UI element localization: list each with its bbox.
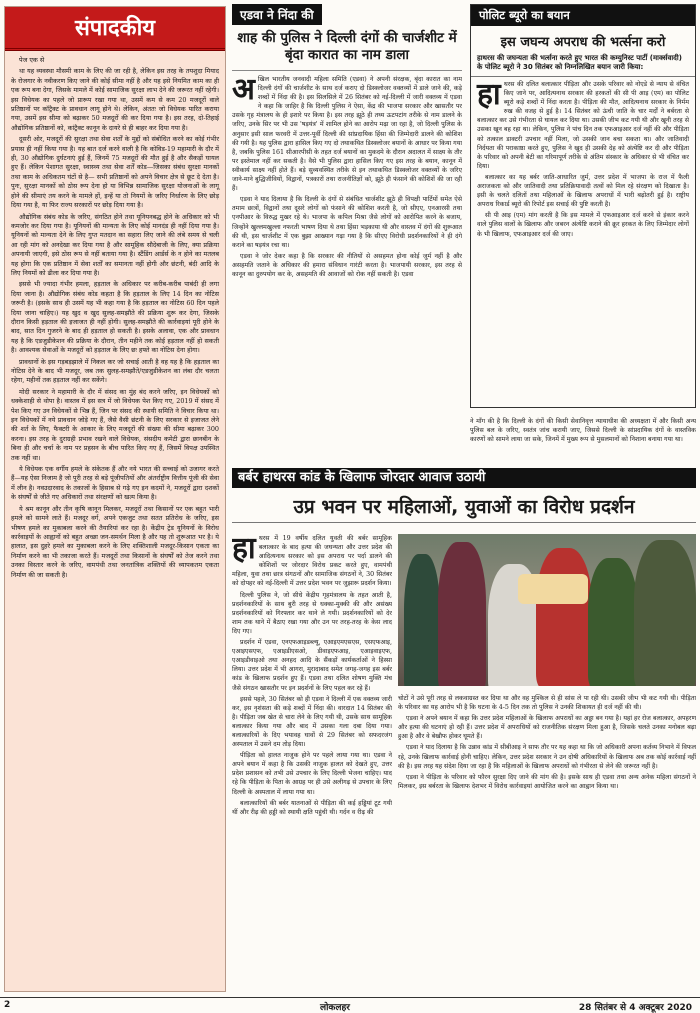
protest-photo: [398, 534, 696, 686]
box-subhead: हाथरस की जघन्यता की भर्त्सना करते हुए भारत की कम्युनिस्ट पार्टी (मार्क्सवादी) के पोलिट ब्यूरो ने 30 सितंबर को निम्नलिखित बयान जारी किया:: [471, 52, 695, 77]
box-paragraph: सी पी आइ (एम) मांग करती है कि इस मामले में एफआइआर दर्ज करने से इंकार करने वाले पुलिस वालों के खिलाफ और जबरन अंत्येष्टि कराने की क्रूर हरकत के लिए जिम्मेदार लोगों के भी खिलाफ, एफआइआर दर्ज की जाए।: [477, 212, 689, 238]
page-number: 2: [4, 1000, 11, 1010]
story-paragraph: एडवा ने पीड़िता के परिवार को फौरन सुरक्षा दिए जाने की मांग की है। इसके साथ ही एडवा तथा अन्य अनेक महिला संगठनों ने मिलकर, इस बर्बरता के खिलाफ देशभर में विरोध कार्रवाइयां आयोजित करने का आह्वान किया था।: [398, 773, 696, 790]
publication-name: लोकलहर: [320, 1003, 350, 1013]
box-paragraph: थरस की दलित बलात्कार पीड़िता और उसके परिवार को नोएडे से न्याय से वंचित किए जाने पर, आदित्यनाथ सरकार की हरकतों की सी पी आइ (एम) का पोलिट ब्यूरो कड़े शब्दों में निंदा करता है। पीड़िता की मौत, आदित्यनाथ सरकार के निर्मम रुख की वजह से हुई है। 14 सितंबर को ऊंची जाति के चार मर्दों ने बर्बरता से बलात्कार कर उसे गंभीरता से घायल कर दिया था। उसकी जीभ कट गयी थी और खूनी तरह से उसका खून बह रहा था। लेकिन, पुलिस ने पांच दिन तक एफआइआर दर्ज नहीं की और पीड़िता को तत्काल डाक्टरी उपचार नहीं मिला, जो उसकी जान बचा सकता था। और जातिवादी निर्दयता की पराकाष्ठा करते हुए, पुलिस ने खुद ही उसकी देह को अंत्येष्टि कर दी और पीड़िता के परिवार को अपनी बेटी का गरिमापूर्ण तरीके से अंतिम संस्कार के अधिकार से भी वंचित कर दिया।: [477, 81, 689, 170]
article-kicker: एडवा ने निंदा की: [232, 4, 322, 25]
story-banner: बर्बर हाथरस कांड के खिलाफ जोरदार आवाज उठायी: [232, 468, 696, 488]
story-paragraph: एडवा ने याद दिलाया है कि उन्नाव कांड में सीबीआइ ने साफ तौर पर यह कहा था कि जो अधिकारी अपना कर्तव्य निभाने में विफल रहे, उनके खिलाफ कार्रवाई होनी चाहिए। लेकिन, उत्तर प्रदेश सरकार ने उन दोषी अधिकारियों के खिलाफ अब तक कोई कार्रवाई नहीं की है। इस तरह यह संदेश दिया जा रहा है कि महिलाओं के खिलाफ अपराधों को गंभीरता से लेने की जरूरत नहीं है।: [398, 744, 696, 770]
photo-figure: [588, 558, 638, 686]
editorial-paragraph: पेज एक से: [19, 56, 45, 64]
editorial-title: संपादकीय: [5, 7, 225, 51]
polit-bureau-box: [470, 4, 696, 408]
photo-banner: [518, 574, 588, 604]
story-paragraph: दिल्ली पुलिस ने, जो सीधे केंद्रीय गृहमंत्रालय के तहत आती है, प्रदर्शनकारियों के साथ बुरी तरह से धक्का-मुक्की की और असंख्य प्रदर्शनकारियों को गिरफ्तार कर थाने ले गयी। प्रदर्शनकारियों को देर शाम तक थाने में बैठाए रखा गया और उन पर तरह-तरह के केस लाद दिए गए।: [232, 591, 392, 635]
editorial-body: [5, 51, 225, 587]
box-headline: इस जघन्य अपराध की भर्त्सना करो: [500, 35, 666, 50]
story-paragraph: चोटों ने उसे पूरी तरह से लकवाग्रस्त कर दिया था और वह मुश्किल से ही सांस ले पा रही थी। उसकी जीभ भी कट गयी थी। पीड़िता के परिवार का यह आरोप भी है कि घटना के 4-5 दिन तक तो पुलिस ने उनकी शिकायत ही दर्ज नहीं की थी।: [398, 695, 696, 712]
editorial-paragraph: ये विधेयक एक वर्गीय हमले के संकेतक हैं और नये भारत की सच्चाई को उजागर करते हैं—यह ऐसा निजाम है जो पूरी तरह से बड़े पूंजीपतियों और अंतर्राष्ट्रीय वित्तीय पूंजी की सेवा में लीन है। नवउदारवाद के तकाजों के हिसाब से गढ़े गए इन कदमों ने, मजदूरों द्वारा दशकों के संघर्षों से जीते गए अधिकारों तथा संरक्षणों को खत्म किया है।: [11, 465, 219, 502]
story-headline: उप्र भवन पर महिलाओं, युवाओं का विरोध प्रदर्शन: [232, 492, 696, 523]
story-paragraph: बलात्कारियों की बर्बर यातनाओं से पीड़िता की कई हड्डियां टूट गयी थीं और रीढ़ की हड्डी को स्थायी क्षति पहुंची थी। गर्दन व रीढ़ की: [232, 799, 392, 816]
article-paragraph: खिल भारतीय जनवादी महिला समिति (एडवा) ने अपनी संरक्षक, बृंदा कारात का नाम दिल्ली दंगों की चार्जशीट के साथ दर्ज कराए दो डिस्क्लोजर वक्तव्यों में डाले जाने की, कड़े शब्दों में निंदा की है। इस सिलसिले में 26 सितंबर को नई-दिल्ली में जारी वक्तव्य में एडवा ने कहा कि जाहिर है कि दिल्ली पुलिस ने ऐसा, केंद्र की भाजपा सरकार और खासतौर पर उसके गृह मंत्रालय के ही इशारे पर किया है। इस तरह झूठे ही तथ्य ऊटपटांग तरीके से नाम डालने के जरिए, उनके सिर पर भी उस 'षड़यंत्र' में शामिल होने का आरोप मढ़ा जा रहा है, जो दिल्ली पुलिस के अनुसार इसी साल फरवरी में उत्तर-पूर्वी दिल्ली की सांप्रदायिक हिंसा की जिम्मेदारी डालने की कोशिश की गयी है। यह पुलिस द्वारा हासिल किए गए दो तथाकथित डिस्क्लोजर बयानों के आधार पर किया गया है, जबकि पुलिस 161 सीआरपीसी के तहत दर्ज बयानों का मुकदमे के दौरान अदालत में साक्ष्य के तौर पर इस्तेमाल नहीं कर सकती है। वैसे भी पुलिस द्वारा हासिल किए गए इस तरह के बयान, कानून में स्वीकार्य साक्ष्य नहीं होते हैं। बड़े सुव्यवस्थित तरीके से इन तथाकथित डिस्क्लोजर वक्तव्यों के जरिए जाने-माने बुद्धिजीवियों, विद्वानों, पत्रकारों तथा राजनीतिज्ञों को, झूठे ही फंसाने की कोशिशें की जा रही हैं।: [232, 76, 462, 193]
story-paragraph: प्रदर्शन में एडवा, एनएफआइडब्ल्यू, एआइएमएसएस, एसएफआइ, एआइएसएफ, एआइडीएसओ, डीवाइएफआइ, एआइवाइएफ, एआइडीवाइओ तथा अनहद आदि के सैंकड़ों कार्यकर्ताओं ने हिस्सा लिया। उत्तर प्रदेश में भी आगरा, मुरादाबाद समेत जगह-जगह इस बर्बर कांड के खिलाफ प्रदर्शन हुए हैं। एडवा तथा दलित शोषण मुक्ति मंच जैसे संगठन खासतौर पर इन प्रदर्शनों के लिए पहल कर रहे हैं।: [232, 639, 392, 692]
photo-figure: [404, 554, 440, 686]
editorial-paragraph: इससे भी ज्यादा गंभीर हमला, हड़ताल के अधिकार पर करीब-करीब पाबंदी ही लगा दिया जाना है। औद्योगिक संबंध कोड कहता है कि हड़ताल के लिए 14 दिन का नोटिस जरूरी है। (इसके साथ ही उसमें यह भी कहा गया है कि हड़ताल का नोटिस 60 दिन पहले दिया जाना चाहिए।) यह खुद व खुद सुलह-समझौते की प्रक्रिया शुरू कर देगा, जिसके दौरान किसी हड़ताल की इजाजत ही नहीं होगी। सुलह-समझौते की कार्रवाइयां पूरी होने के बाद, सात दिन गुजरने के बाद ही हड़ताल हो सकती है। इसके अलावा, एक और प्रावधान यह है कि एडजुडीकेशन की प्रक्रिया के दौरान, तीन महीने तक कोई हड़ताल नहीं हो सकती है। आवश्यक सेवाओं के मजदूरों को हड़ताल के लिए छः हफ्ते का नोटिस देना होगा।: [11, 280, 219, 355]
story-column-a: [232, 530, 392, 992]
issue-date: 28 सितंबर से 4 अक्टूबर 2020: [578, 1003, 692, 1013]
box-paragraph: बलात्कार का यह बर्बर जाति-आधारित जुर्म, उत्तर प्रदेश में भाजपा के राज में फैली अराजकता को और जातिवादी तथा प्रतिक्रियावादी तत्वों को मिल रहे संरक्षण को दिखाता है। इसी के चलते दलितों तथा महिलाओं के खिलाफ अपराधों में भारी बढ़ोतरी हुई है। राष्ट्रीय अपराध रिकार्ड ब्यूरो की रिपोर्ट इस सचाई की पुष्टि करती है।: [477, 173, 689, 209]
story-paragraph: पीड़िता को हालत नाजुक होने पर पहले लाया गया था। एडवा ने अपने बयान में कहा है कि उसकी नाजुक हालत को देखते हुए, उत्तर प्रदेश प्रशासन को तभी उसे उपचार के लिए दिल्ली भेजना चाहिए। याद रहे कि पीड़िता के पिता के आग्रह पर ही उसे अलीगढ़ से उपचार के लिए दिल्ली के अस्पताल में लाया गया था।: [232, 752, 392, 796]
editorial-paragraph: प्रावधानों के इस गड़बड़झाले में निकल कर जो सचाई आती है वह यह है कि हड़ताल का नोटिस देने के बाद भी मजदूर, जब तक सुलह-समझौते/एडजुडीकेशन का लंबा दौर चलता रहेगा, महीनों तक हड़ताल नहीं कर सकेंगे।: [11, 357, 219, 385]
editorial-paragraph: था यह व्यवस्था मौसमी काम के लिए की जा रही है, लेकिन इस तरह के तयशुदा मियाद के रोजगार के नवीकरण किए जाने की कोई सीमा नहीं है और यह इसे नियमित काम का ही एक रूप बना देगा, जिसके मामले में कोई सामाजिक सुरक्षा लाभ देने की जरूरत नहीं रहेगी। इस विधेयक का पहले जो प्रारूप रखा गया था, उसमें कम से कम 20 मजदूरों वाले प्रतिष्ठानों पर कॉट्रैक्ट के प्रावधान लागू होने थे। लेकिन, अंततः जो विधेयक पारित कराया गया, उसमें इस सीमा को बढ़ाकर 50 मजदूरों की कर दिया गया है। इस तरह, दो-तिहाई औद्योगिक प्रतिष्ठानों को, कांट्रैक्ट कानून के दायरे से ही बाहर कर दिया गया है।: [11, 67, 219, 132]
editorial-paragraph: मोदी सरकार ने महामारी के दौर में संसद का मुंह बंद करने जरिए, इन विधेयकों को धक्केशाही से थोपा है। वास्तव में इस सत्र में जो विधेयक पेश किए गए, 2019 में संसद में पेश किए गए उन विधेयकों से भिन्न हैं, जिन पर संसद की स्थायी समिति ने विचार किया था। इन विधेयकों में नये प्रावधान जोड़े गए हैं, जैसे वैसी छंटनी के लिए सरकार से इजाजत लेने की शर्त के लिए, फैक्टरी के आकार के लिए मजदूरों की संख्या की सीमा बढ़ाकर 300 करना। इस तरह के दुराग्रही प्रभाव रखने वाले विधेयक, संसदीय कमेटी द्वारा छानबीन के बिना ही और चर्चा के नाम पर प्रहसन के बीच पारित किए गए हैं, जिसमें विपक्ष उपस्थित तक नहीं था।: [11, 387, 219, 462]
editorial-paragraph: ये श्रम कानून और तीन कृषि कानून मिलकर, मजदूरों तथा किसानों पर एक बहुत भारी हमले को सामने लाते हैं। मजदूर वर्ग, अपने एकजुट तथा सतत प्रतिरोध के जरिए, इस भीषण हमले का मुकाबला करने की तैयारियां कर रहा है। केंद्रीय ट्रेड यूनियनों के विरोध कार्रवाइयों के आह्वानों को बहुत अच्छा जन-समर्थन मिला है और यह तो शुरूआत भर है। ये हालात, इस दुहरे हमले का मुकाबला करने के लिए शक्तिशाली मजदूर-किसान एकता का निर्माण करने का भी तकाजा करते हैं। मजदूरों तथा किसानों के संघर्षों को तेज करने तथा उनका विस्तार करने के जरिए, वामपंथी तथा जनतांत्रिक शक्तियों की व्यापकतम एकता निर्माण की जा सकती है।: [11, 504, 219, 579]
story-paragraph: एडवा ने अपने बयान में कहा कि उत्तर प्रदेश महिलाओं के खिलाफ अपराधों का अड्डा बन गया है। यहां हर रोज बलात्कार, अपहरण और हत्या की घटनाएं हो रही हैं। उत्तर प्रदेश में अपराधियों को राजनीतिक संरक्षण मिला हुआ है, जिसके चलते उनका मनोबल बढ़ा हुआ है और वे बेखौफ होकर घूमते हैं।: [398, 715, 696, 741]
article-paragraph: एडवा ने याद दिलाया है कि दिल्ली के दंगों से संबंधित चार्जशीट झूठे ही विपक्षी पार्टियों समेत ऐसे तमाम छात्रों, विद्वानों तथा दूसरे लोगों को फंसाने की कोशिश करती है, जो सीएए, एनआरसी तथा एनपीआर के विरुद्ध मुखर रहे थे। भाजपा के कपिल मिश्रा जैसे लोगों को आरोपित करने के बजाय, जिन्होंने खुल्लमखुल्ला नफरती भाषण दिया थे तथा हिंसा भड़काया थी और वास्तव में दंगों की शुरूआत की थी, इस चार्जशीट में एक बुझा आख्यान गढ़ा गया है कि सीएए विरोधी प्रदर्शनकारियों ने ही दंगे कराने का षड़यंत्र रचा था।: [232, 196, 462, 249]
editorial-paragraph: औद्योगिक संबंध कोड के जरिए, संगठित होने तथा यूनियनबद्ध होने के अधिकार को भी कमजोर कर दिया गया है। यूनियनों की मान्यता के लिए कोई मानदंड ही नहीं दिया गया है। यूनियनों को मान्यता देने के लिए गुप्त मतदान का सहारा लिए जाने की लंबे समय से चली आ रही मांग को अनदेखा कर दिया गया है और सामूहिक सौदेबाजी के लिए, क्या प्रक्रिया अपनायी जाएगी, इसे ठोस रूप से नहीं बताया गया है। स्टैंडिंग आर्डर्स के न होने का मतलब यह होगा कि एक प्रतिष्ठान में सेवा शर्तों का समानता नहीं होगी और छंटनी, बंदी आदि के लिए नियमों को ढीला कर दिया गया है।: [11, 212, 219, 277]
editorial-paragraph: दूसरी ओर, मजदूरों की सुरक्षा तथा सेवा शर्तों के मुद्दों को संबोधित करने का कोई गंभीर प्रयास ही नहीं किया गया है। यह बात दर्ज करने वाली है कि कोविड-19 महामारी के दौर में ही, 30 औद्योगिक दुर्घटनाएं हुई हैं, जिनमें 75 मजदूरों की मौत हुई है और सैकड़ों घायल हुए हैं। लेकिन पेशागत सुरक्षा, स्वास्थ्य तथा सेवा शर्तें कोड—जिसका संबंध सुरक्षा मानकों तथा काम के अधिकतम घंटों से है— सभी प्रतिष्ठानों को अपने विचार क्षेत्र से छूट दे देता है। पुनः, सुरक्षा मानकों को ठोस रूप देना हो या विभिन्न सामाजिक सुरक्षा योजनाओं के लागू होने की सीमाएं तय करने के मामले हों, इन्हें या तो नियमों के जरिए निर्धारण के लिए छोड़ दिया गया है, या फिर राज्य सरकारों पर छोड़ दिया गया है।: [11, 135, 219, 210]
photo-figure: [634, 540, 696, 686]
continuation-text: ने माँग की है कि दिल्ली के दंगों की किसी सेवानिवृत्त न्यायाधीश की अध्यक्षता में और किसी अन्य पुलिस बल के जरिए, स्वतंत्र जांच करायी जाए, जिससे दिल्ली के सांप्रदायिक दंगों के वास्तविक कारणों को सामने लाया जा सके, जिनमें में मुख्य रूप से मुसलमानों को निशाना बनाया गया था।: [470, 418, 696, 444]
article-continuation: [470, 413, 696, 465]
page-footer: [0, 997, 700, 1013]
story-paragraph: इससे पहले, 30 सितंबर को ही एडवा ने दिल्ली में एक वक्तव्य जारी कर, इस नृशंसता की कड़े शब्दों में निंदा की। वारदात 14 सितंबर की है। पीड़िता जब खेत से चारा लेने के लिए गयी थी, उसके साथ सामूहिक बलात्कार किया गया और बाद में उसका गला दबा दिया गया। बलात्कारियों के दिए भयावह घावों से 29 सितंबर को सफदरजंग अस्पताल में उसने दम तोड़ दिया।: [232, 695, 392, 749]
dropcap: अ: [232, 72, 255, 107]
article-headline: शाह की पुलिस ने दिल्ली दंगों की चार्जशीट में बृंदा कारात का नाम डाला: [232, 26, 462, 71]
box-kicker: पोलिट ब्यूरो का बयान: [471, 5, 695, 26]
story-column-b: [398, 690, 696, 992]
box-body: [471, 77, 695, 244]
photo-figure: [536, 548, 592, 686]
dropcap: हा: [477, 77, 501, 112]
article-body: [232, 71, 462, 279]
photo-figure: [438, 542, 486, 686]
story-paragraph: थरस में 19 वर्षीय दलित युवती की बर्बर सामूहिक बलात्कार के बाद हत्या की जघन्यता और उत्तर प्रदेश की आदित्यनाथ सरकार को इस अपराध पर पर्दा डालने की कोशिशों पर जोरदार विरोध प्रकट करते हुए, वामपंथी महिला, युवा तथा छात्र संगठनों और सामाजिक संगठनों ने, 30 सितंबर को दोपहर को नई-दिल्ली में उत्तर प्रदेश भवन पर जुझारू प्रदर्शन किया।: [232, 535, 392, 588]
article-brinda-karat: [232, 4, 462, 462]
dropcap: हा: [232, 531, 256, 566]
editorial-column: [4, 6, 226, 992]
article-paragraph: एडवा ने जोर देकर कहा है कि सरकार की नीतियों से असहमत होना कोई जुर्म नहीं है और असहमति जताने के अधिकार की हमारा संविधान गारंटी करता है। भाजपायी सरकार, इस तरह से कानून का दुरुपयोग कर के, असहमति की आवाजों को रोक नहीं सकती है। एडवा: [232, 252, 462, 278]
